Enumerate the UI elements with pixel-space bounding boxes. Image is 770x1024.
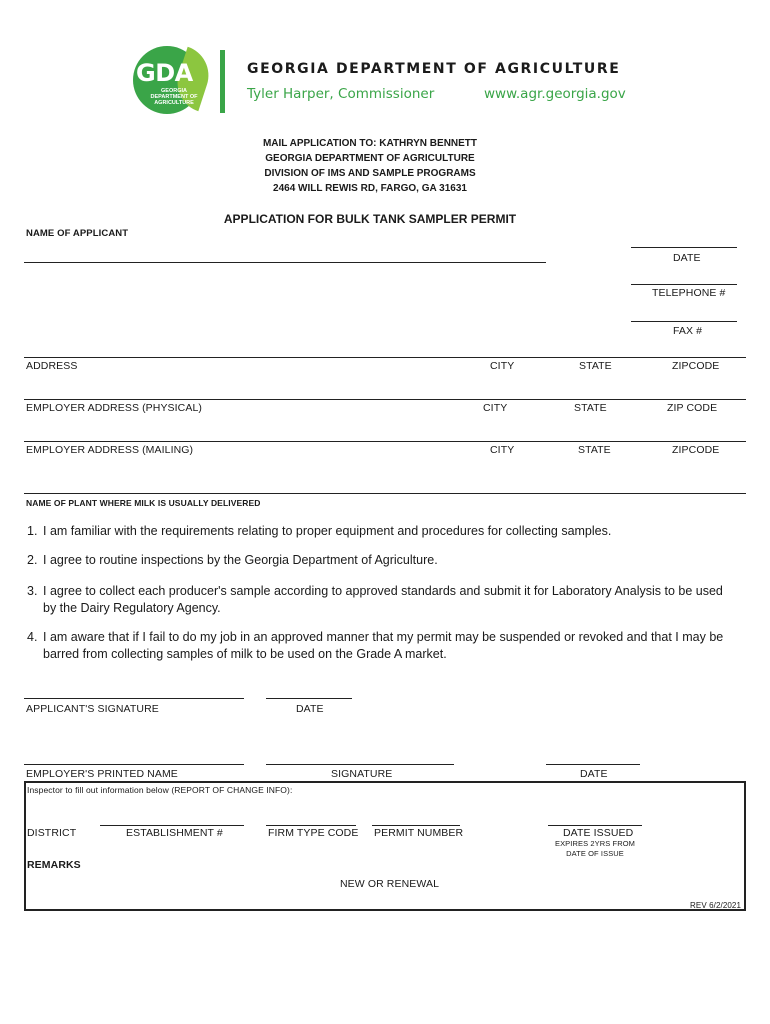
fax-label: FAX #	[673, 325, 703, 337]
date-issued-label: DATE ISSUED	[563, 827, 634, 839]
statement-number: 1.	[27, 524, 38, 538]
statement-text: I am familiar with the requirements relating to proper equipment and procedures for collecting samples.	[43, 524, 612, 538]
employer-signature-label: SIGNATURE	[331, 768, 393, 780]
city-label: CITY	[483, 402, 508, 414]
zip-code-label: ZIP CODE	[667, 402, 718, 414]
inspector-note: Inspector to fill out information below (REPORT OF CHANGE INFO):	[27, 785, 293, 795]
statement-item	[27, 629, 747, 663]
employer-date-field[interactable]	[546, 764, 640, 765]
logo-small-line: GEORGIA	[161, 88, 187, 94]
applicant-date-field[interactable]	[266, 698, 352, 699]
mail-line: DIVISION OF IMS AND SAMPLE PROGRAMS	[264, 168, 476, 179]
org-name: GEORGIA DEPARTMENT OF AGRICULTURE	[247, 61, 621, 77]
state-label: STATE	[578, 444, 611, 456]
statement-continuation: barred from collecting samples of milk to be used on the Grade A market.	[43, 647, 447, 661]
zipcode-label: ZIPCODE	[672, 360, 720, 372]
revision-date: REV 6/2/2021	[690, 901, 742, 910]
applicant-date-label: DATE	[296, 703, 324, 715]
telephone-field[interactable]	[631, 284, 737, 285]
mail-line: 2464 WILL REWIS RD, FARGO, GA 31631	[273, 183, 467, 194]
employer-mailing-label: EMPLOYER ADDRESS (MAILING)	[26, 444, 194, 456]
commissioner-name: Tyler Harper, Commissioner	[247, 86, 435, 102]
mail-line: GEORGIA DEPARTMENT OF AGRICULTURE	[265, 153, 475, 164]
statement-text: I am aware that if I fail to do my job in an approved manner that my permit may be suspended or revoked and that I may be	[43, 630, 724, 644]
employer-date-label: DATE	[580, 768, 608, 780]
employer-printed-name-field[interactable]	[24, 764, 244, 765]
city-label: CITY	[490, 444, 515, 456]
statement-text: I agree to collect each producer's sample according to approved standards and submit it for Laboratory Analysis to be used	[43, 584, 723, 598]
district-label: DISTRICT	[27, 827, 77, 839]
statement-continuation: by the Dairy Regulatory Agency.	[43, 601, 221, 615]
statement-number: 4.	[27, 630, 38, 644]
employer-printed-name-label: EMPLOYER'S PRINTED NAME	[26, 768, 178, 780]
city-label: CITY	[490, 360, 515, 372]
address-field[interactable]	[24, 357, 746, 358]
date-label: DATE	[673, 252, 701, 264]
applicant-signature-field[interactable]	[24, 698, 244, 699]
date-issued-field[interactable]	[548, 825, 642, 826]
employer-physical-label: EMPLOYER ADDRESS (PHYSICAL)	[26, 402, 202, 414]
plant-name-label: NAME OF PLANT WHERE MILK IS USUALLY DELIVERED	[26, 498, 261, 508]
employer-mailing-field[interactable]	[24, 441, 746, 442]
form-title: APPLICATION FOR BULK TANK SAMPLER PERMIT	[223, 212, 517, 226]
telephone-label: TELEPHONE #	[652, 287, 726, 299]
establishment-label: ESTABLISHMENT #	[126, 827, 223, 839]
zipcode-label: ZIPCODE	[672, 444, 720, 456]
state-label: STATE	[574, 402, 607, 414]
name-of-applicant-label: NAME OF APPLICANT	[26, 228, 129, 239]
expiry-line: EXPIRES 2YRS FROM	[554, 839, 636, 848]
firm-type-field[interactable]	[266, 825, 356, 826]
permit-number-field[interactable]	[372, 825, 460, 826]
mail-line: MAIL APPLICATION TO: KATHRYN BENNETT	[262, 138, 478, 149]
employer-physical-field[interactable]	[24, 399, 746, 400]
statement-item	[27, 552, 747, 569]
expiry-note	[548, 839, 642, 859]
expiry-line: DATE OF ISSUE	[566, 849, 624, 858]
statement-number: 2.	[27, 553, 38, 567]
fax-field[interactable]	[631, 321, 737, 322]
logo-divider	[220, 50, 225, 113]
logo-small-line: DEPARTMENT OF	[150, 94, 198, 100]
permit-number-label: PERMIT NUMBER	[374, 827, 464, 839]
logo-small-line: AGRICULTURE	[154, 100, 194, 106]
website-link[interactable]: www.agr.georgia.gov	[484, 86, 626, 102]
statement-item	[27, 583, 747, 617]
mailing-address-block	[220, 136, 520, 196]
establishment-field[interactable]	[100, 825, 244, 826]
statement-item	[27, 523, 747, 540]
name-of-applicant-field[interactable]	[24, 262, 546, 263]
date-field[interactable]	[631, 247, 737, 248]
address-label: ADDRESS	[26, 360, 78, 372]
plant-name-field[interactable]	[24, 493, 746, 494]
firm-type-label: FIRM TYPE CODE	[268, 827, 359, 839]
logo-abbrev: GDA	[136, 59, 193, 87]
new-or-renewal-label: NEW OR RENEWAL	[340, 878, 440, 890]
employer-signature-field[interactable]	[266, 764, 454, 765]
state-label: STATE	[579, 360, 612, 372]
applicant-signature-label: APPLICANT'S SIGNATURE	[26, 703, 159, 715]
remarks-label: REMARKS	[27, 859, 81, 871]
statement-number: 3.	[27, 584, 38, 598]
statement-text: I agree to routine inspections by the Georgia Department of Agriculture.	[43, 553, 438, 567]
